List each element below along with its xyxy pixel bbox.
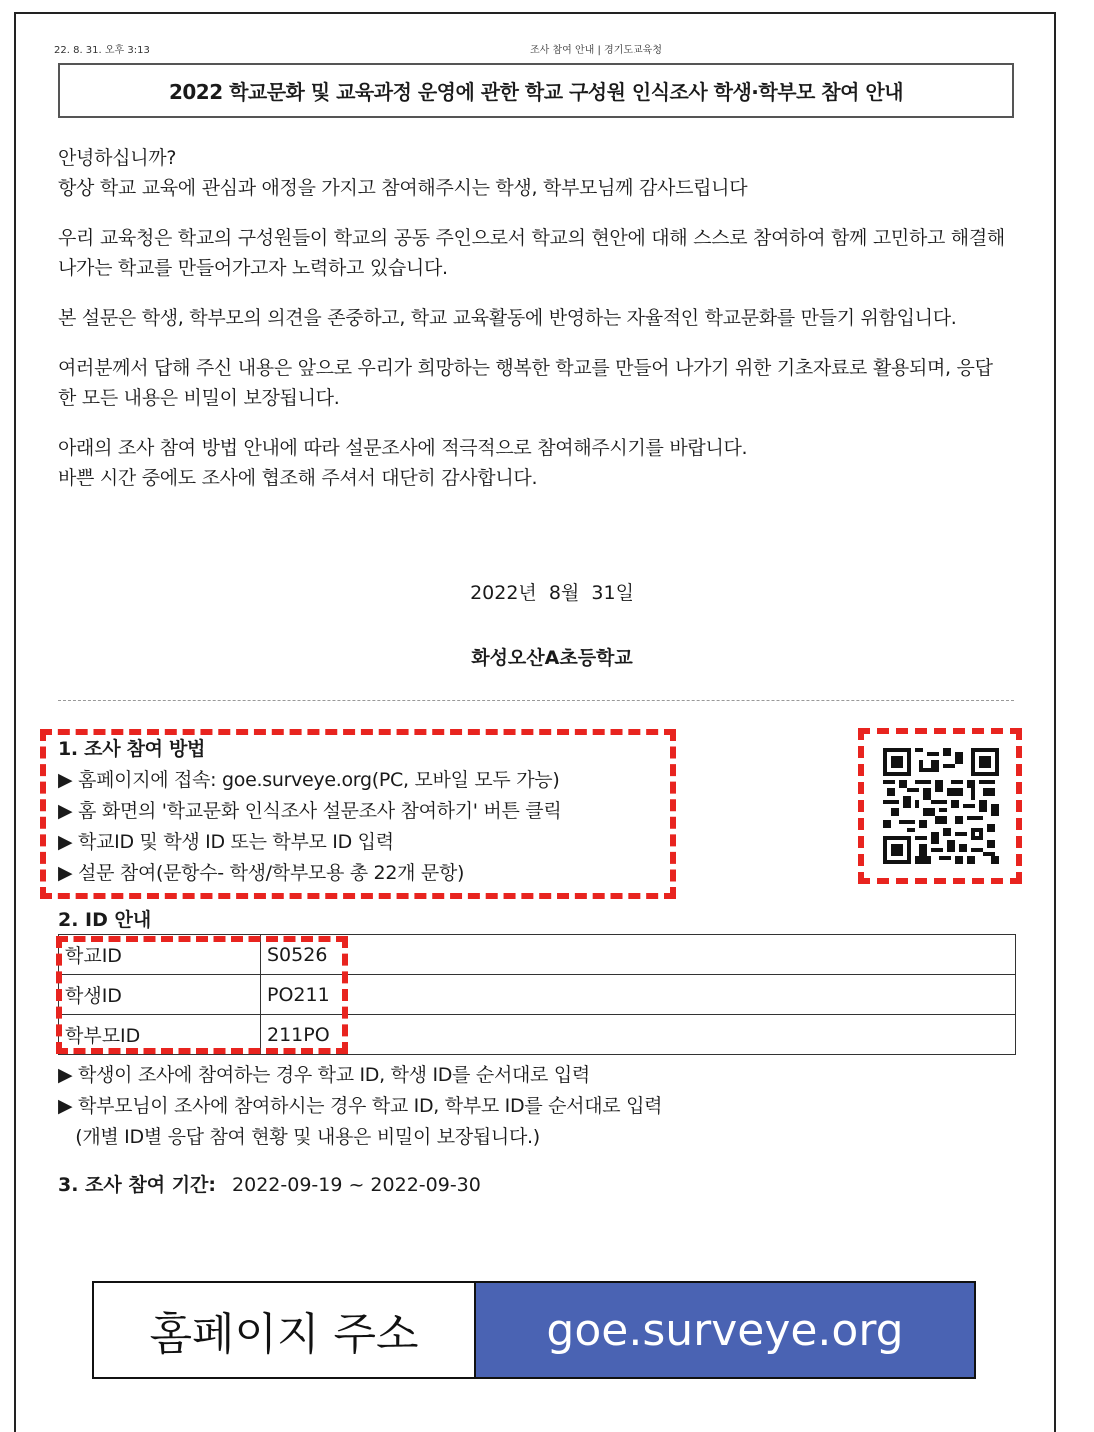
id-key: 학교ID <box>59 935 261 975</box>
section1-item: ▶ 학교ID 및 학생 ID 또는 학부모 ID 입력 <box>58 831 394 853</box>
section1-item: ▶ 설문 참여(문항수- 학생/학부모용 총 22개 문항) <box>58 862 465 884</box>
homepage-url-link[interactable]: goe.surveye.org <box>476 1283 974 1377</box>
id-value: S0526 <box>261 935 1016 975</box>
intro-paragraph: 안녕하십니까? 항상 학교 교육에 관심과 애정을 가지고 참여해주시는 학생, 학부모님께 감사드립니다 <box>58 147 748 199</box>
document-title: 2022 학교문화 및 교육과정 운영에 관한 학교 구성원 인식조사 학생·학부모 참여 안내 <box>168 80 904 104</box>
homepage-label: 홈페이지 주소 <box>94 1283 476 1377</box>
qr-code-icon[interactable] <box>883 748 999 864</box>
intro-paragraph: 여러분께서 답해 주신 내용은 앞으로 우리가 희망하는 행복한 학교를 만들어 나가기 위한 기초자료로 활용되며, 응답한 모든 내용은 비밀이 보장됩니다. <box>58 357 993 409</box>
intro-paragraph: 본 설문은 학생, 학부모의 의견을 존중하고, 학교 교육활동에 반영하는 자율적인 학교문화를 만들기 위함입니다. <box>58 307 957 329</box>
issue-date: 2022년 8월 31일 <box>470 582 634 604</box>
id-key: 학부모ID <box>59 1015 261 1055</box>
homepage-url-banner <box>92 1281 976 1379</box>
section2-heading: 2. ID 안내 <box>58 909 152 931</box>
id-key: 학생ID <box>59 975 261 1015</box>
section1-item: ▶ 홈페이지에 접속: goe.surveye.org(PC, 모바일 모두 가능) <box>58 769 560 791</box>
section-period <box>58 1170 481 1197</box>
section1-item: ▶ 홈 화면의 '학교문화 인식조사 설문조사 참여하기' 버튼 클릭 <box>58 800 562 822</box>
id-note: ▶ 학부모님이 조사에 참여하시는 경우 학교 ID, 학부모 ID를 순서대로 입력 <box>58 1095 663 1117</box>
id-note: (개별 ID별 응답 참여 현황 및 내용은 비밀이 보장됩니다.) <box>58 1126 540 1148</box>
section3-heading: 3. 조사 참여 기간: <box>58 1174 217 1196</box>
id-value: 211PO <box>261 1015 1016 1055</box>
id-notes <box>58 1060 662 1153</box>
id-note: ▶ 학생이 조사에 참여하는 경우 학교 ID, 학생 ID를 순서대로 입력 <box>58 1064 590 1086</box>
highlight-box-ids <box>56 936 348 1054</box>
print-datetime: 22. 8. 31. 오후 3:13 <box>54 45 150 56</box>
highlight-box-method <box>40 729 676 899</box>
title-box <box>58 63 1014 118</box>
id-value: PO211 <box>261 975 1016 1015</box>
period-value: 2022-09-19 ~ 2022-09-30 <box>232 1174 481 1196</box>
print-source: 조사 참여 안내 | 경기도교육청 <box>530 45 663 56</box>
dotted-divider <box>58 700 1014 701</box>
intro-body <box>58 143 1008 513</box>
section1-heading: 1. 조사 참여 방법 <box>58 738 206 760</box>
intro-paragraph: 아래의 조사 참여 방법 안내에 따라 설문조사에 적극적으로 참여해주시기를 바랍니다. 바쁜 시간 중에도 조사에 협조해 주셔서 대단히 감사합니다. <box>58 437 748 489</box>
school-name: 화성오산A초등학교 <box>471 647 633 669</box>
intro-paragraph: 우리 교육청은 학교의 구성원들이 학교의 공동 주인으로서 학교의 현안에 대해 스스로 참여하여 함께 고민하고 해결해나가는 학교를 만들어가고자 노력하고 있습니다. <box>58 227 1005 279</box>
